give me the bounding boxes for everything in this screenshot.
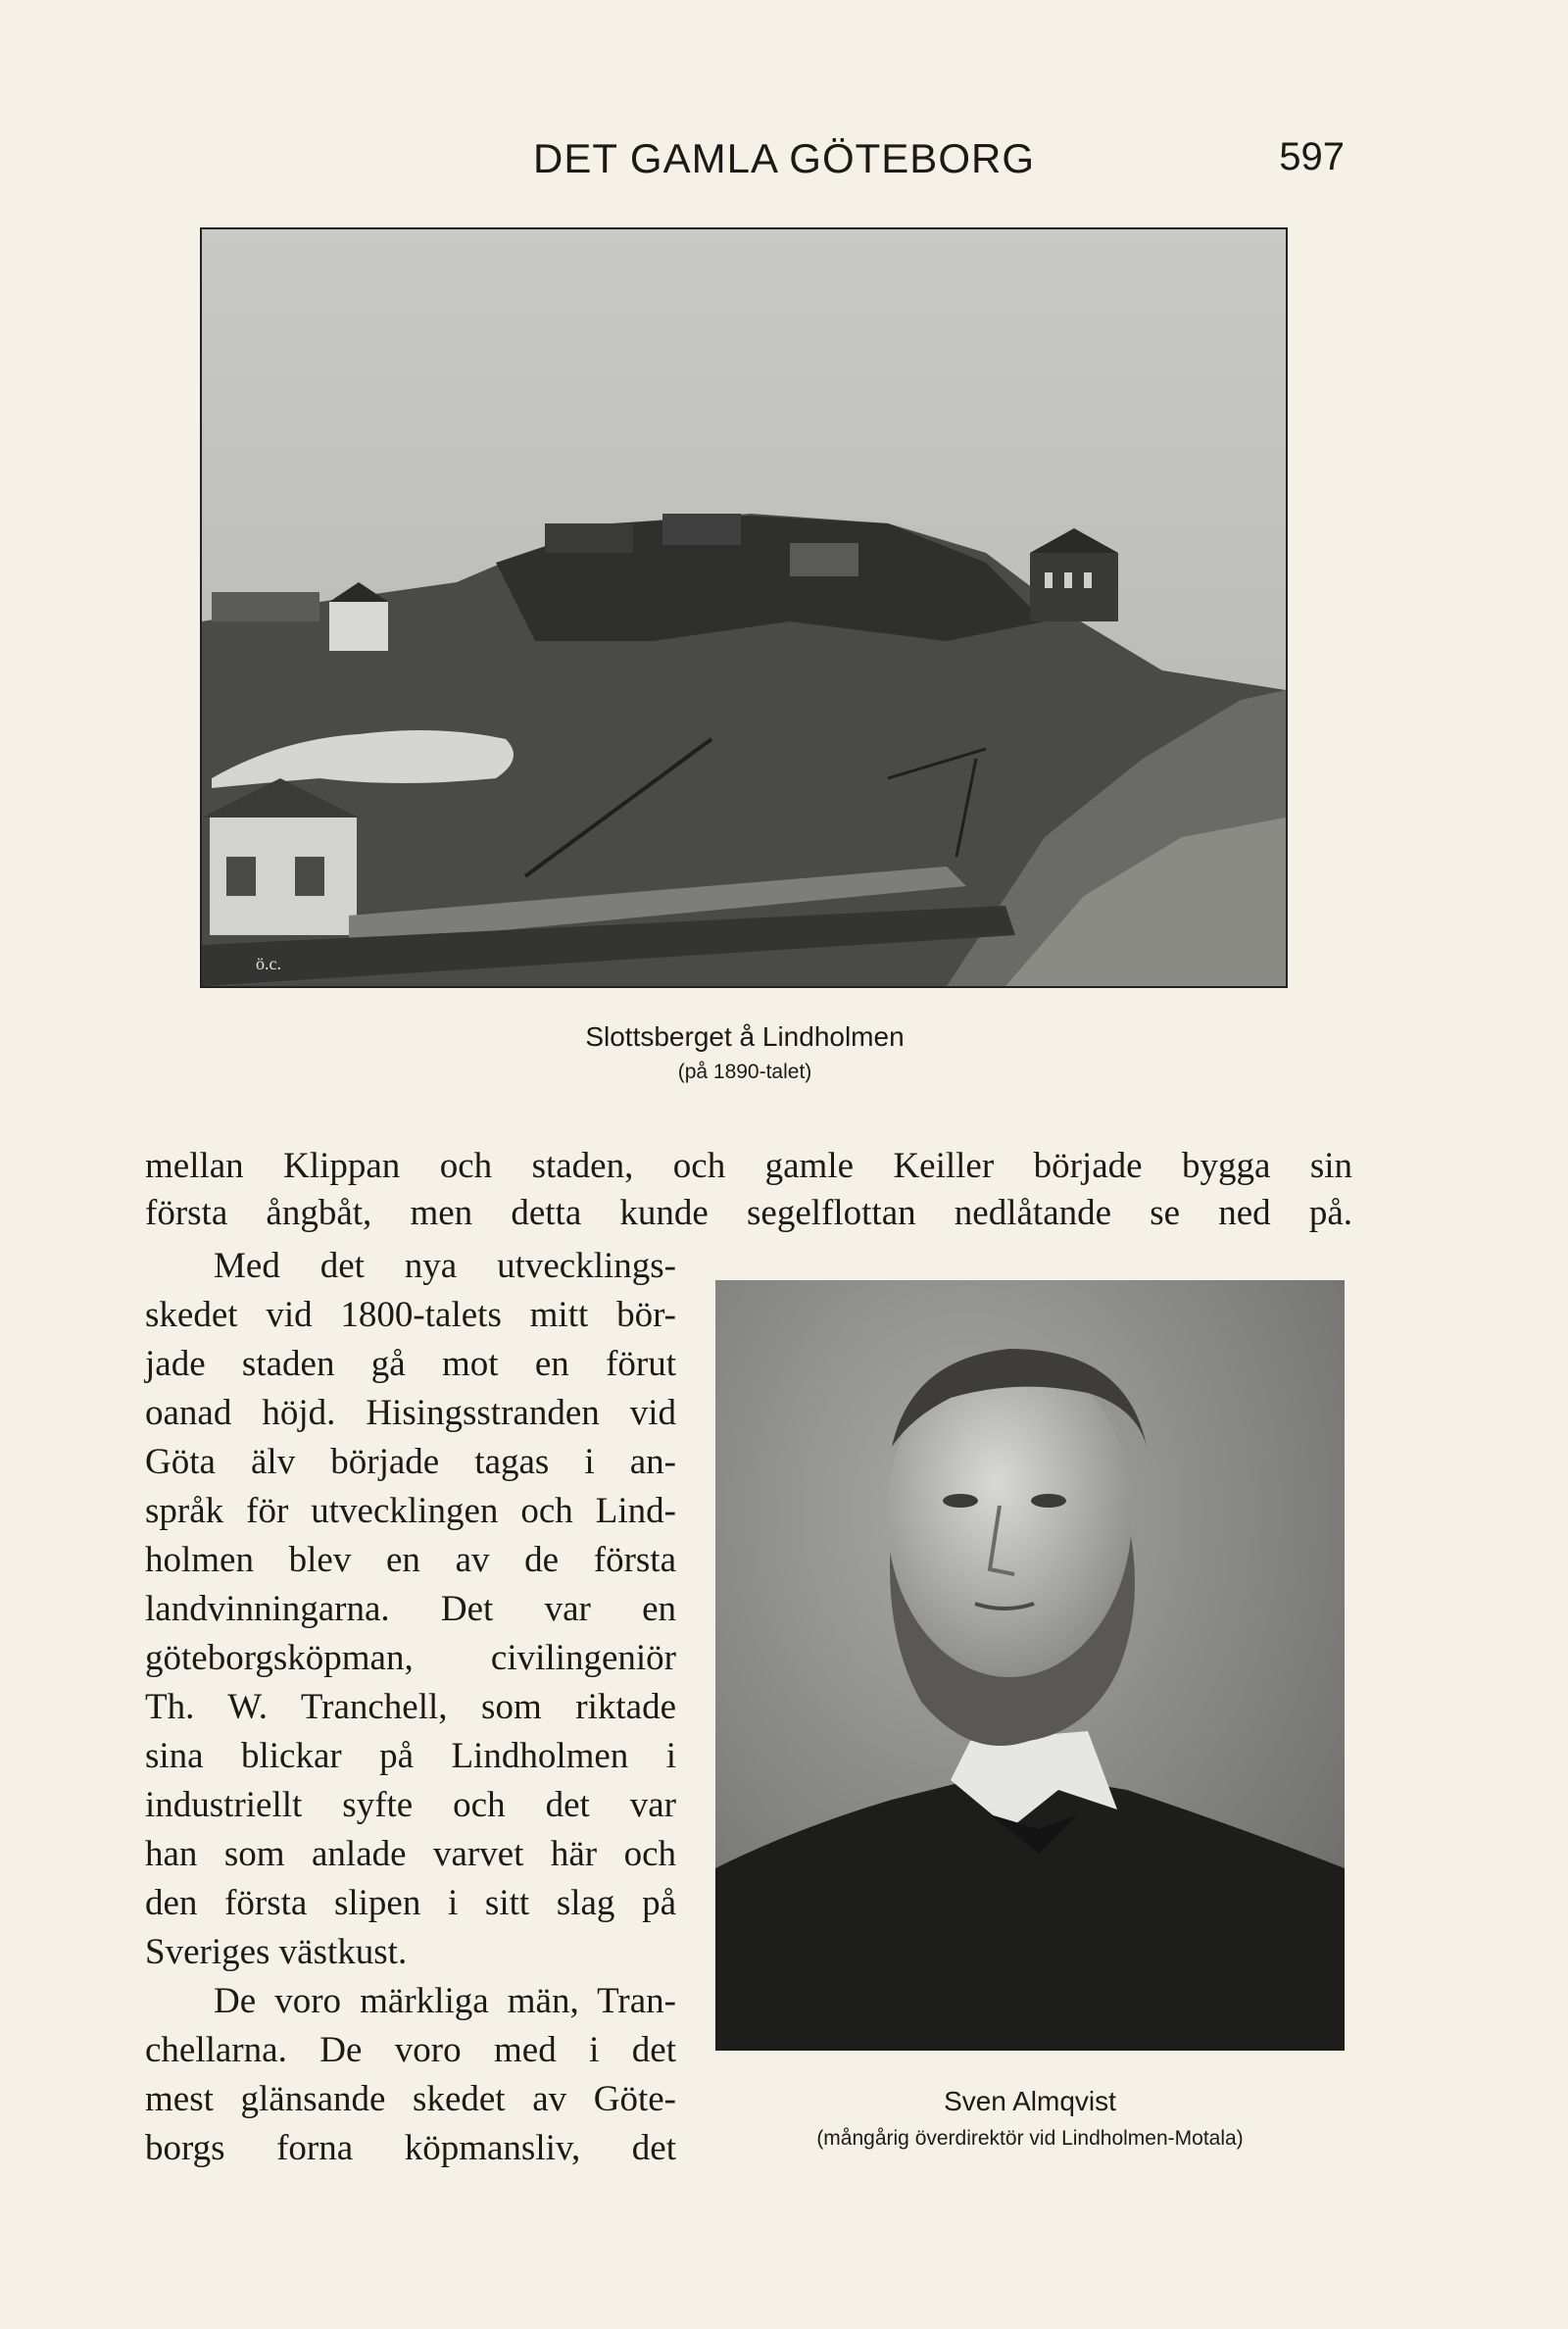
body-line: språk för utvecklingen och Lind- (145, 1491, 676, 1531)
figure1-caption: Slottsberget å Lindholmen (585, 1021, 905, 1052)
body-line: den första slipen i sitt slag på (145, 1883, 676, 1923)
figure1-subcaption: (på 1890-talet) (677, 1061, 812, 1083)
body-line: mellan Klippan och staden, och gamle Keiller började bygga sin (145, 1146, 1352, 1186)
body-line: Med det nya utvecklings- (214, 1246, 676, 1286)
body-line: skedet vid 1800-talets mitt bör- (145, 1295, 676, 1335)
portrait-photo (715, 1280, 1345, 2051)
body-line: göteborgsköpman, civilingeniör (145, 1638, 676, 1678)
body-line: De voro märkliga män, Tran- (214, 1981, 676, 2021)
running-header: DET GAMLA GÖTEBORG (533, 135, 1035, 181)
body-line: Göta älv började tagas i an- (145, 1442, 676, 1482)
body-line: Sveriges västkust. (145, 1932, 408, 1972)
portrait-image (715, 1280, 1345, 2051)
body-line: chellarna. De voro med i det (145, 2030, 676, 2070)
body-line: holmen blev en av de första (145, 1540, 676, 1580)
body-line: han som anlade varvet här och (145, 1834, 676, 1874)
page-number: 597 (1279, 135, 1345, 178)
slottsberget-photo (200, 227, 1288, 988)
body-line: Th. W. Tranchell, som riktade (145, 1687, 676, 1727)
body-line: industriellt syfte och det var (145, 1785, 676, 1825)
body-line: oanad höjd. Hisingsstranden vid (145, 1393, 676, 1433)
body-line: första ångbåt, men detta kunde segelflottan nedlåtande se ned på. (145, 1193, 1352, 1233)
body-line: jade staden gå mot en förut (145, 1344, 676, 1384)
body-line: borgs forna köpmansliv, det (145, 2128, 676, 2168)
photo-mark: ö.c. (256, 954, 281, 973)
body-line: mest glänsande skedet av Göte- (145, 2079, 676, 2119)
figure2-caption: Sven Almqvist (944, 2086, 1116, 2116)
body-line: sina blickar på Lindholmen i (145, 1736, 676, 1776)
body-line: landvinningarna. Det var en (145, 1589, 676, 1629)
figure2-subcaption: (mångårig överdirektör vid Lindholmen-Motala) (816, 2127, 1244, 2150)
slottsberget-photo-image (202, 229, 1286, 986)
